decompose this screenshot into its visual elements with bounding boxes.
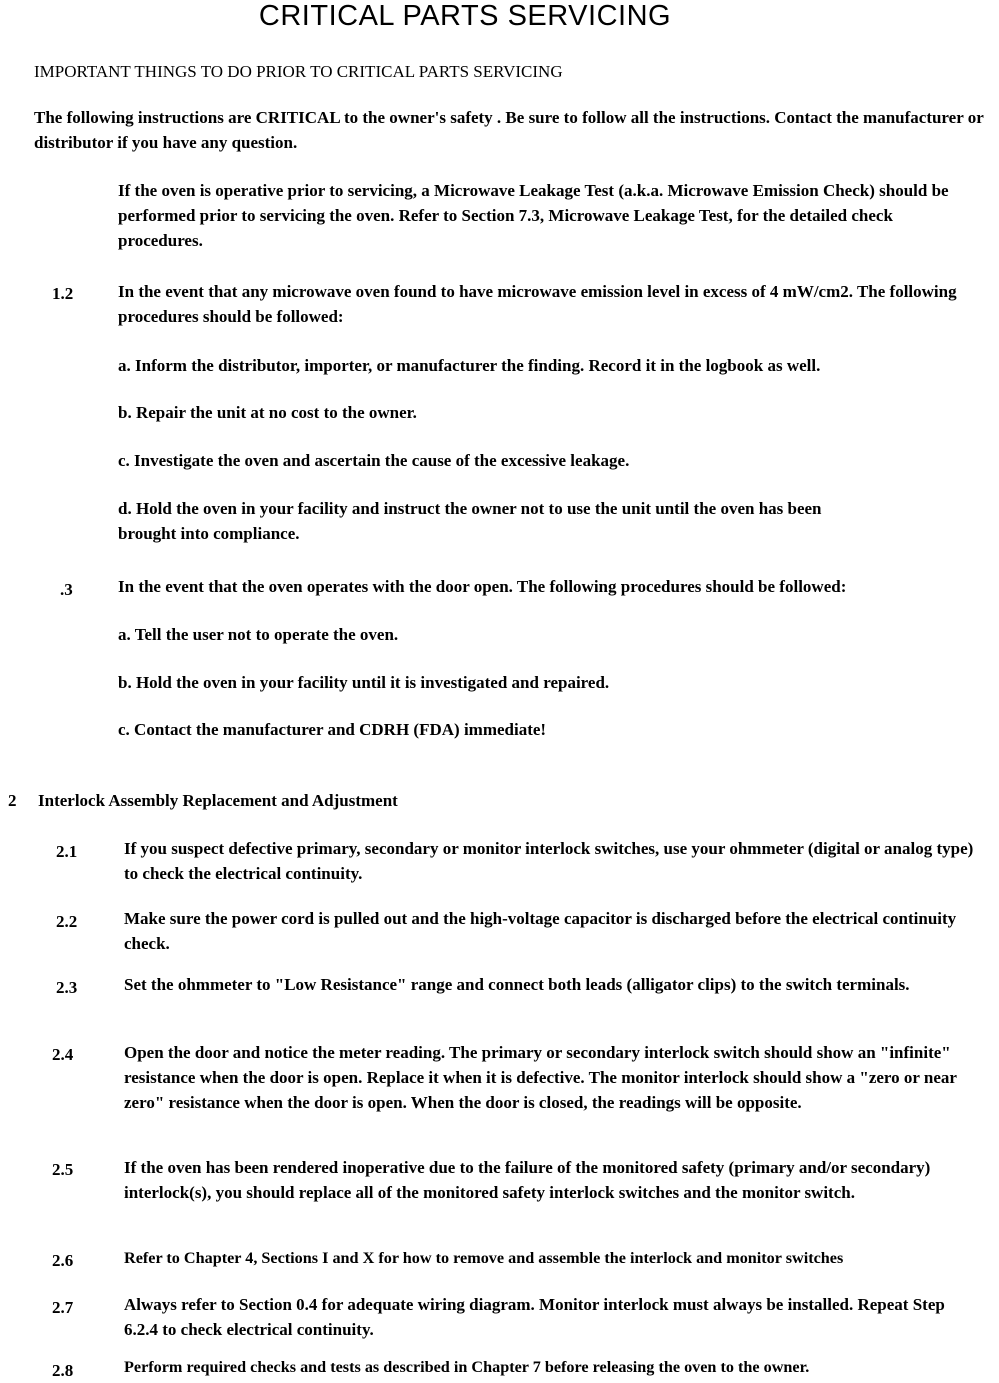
step-number: 2.6 — [52, 1251, 74, 1270]
intro-paragraph: The following instructions are CRITICAL to the owner's safety . Be sure to follow all the instructions. Contact the manufacturer or distributor if you have any question. — [34, 108, 984, 152]
list-item: c. Contact the manufacturer and CDRH (FDA) immediate! — [118, 720, 547, 739]
list-item: a. Tell the user not to operate the oven. — [118, 625, 399, 644]
list-item: b. Hold the oven in your facility until it is investigated and repaired. — [118, 673, 610, 692]
step-text: If the oven has been rendered inoperative due to the failure of the monitored safety (primary and/or secondary) interlock(s), you should replace all of the monitored safety interlock switches and the monitor switch. — [124, 1158, 931, 1202]
section-1-3-text: In the event that the oven operates with the door open. The following procedures should be followed: — [118, 577, 847, 596]
step-text: Perform required checks and tests as described in Chapter 7 before releasing the oven to the owner. — [124, 1358, 810, 1376]
step-number: 2.8 — [52, 1361, 74, 1380]
paragraph-1-1: If the oven is operative prior to servicing, a Microwave Leakage Test (a.k.a. Microwave Emission Check) should be performed prior to servicing the oven. Refer to Section 7.3, Microwave Leakage Test, for the detailed check procedures. — [118, 181, 949, 250]
section-number-1-2: 1.2 — [52, 284, 74, 303]
step-number: 2.7 — [52, 1298, 74, 1317]
step-number: 2.1 — [56, 842, 78, 861]
list-item: c. Investigate the oven and ascertain the cause of the excessive leakage. — [118, 451, 630, 470]
step-number: 2.2 — [56, 912, 78, 931]
step-number: 2.5 — [52, 1160, 74, 1179]
step-number: 2.4 — [52, 1045, 74, 1064]
section-number-1-3: .3 — [60, 580, 73, 599]
step-text: Refer to Chapter 4, Sections I and X for how to remove and assemble the interlock and monitor switches — [124, 1249, 844, 1267]
list-item: a. Inform the distributor, importer, or manufacturer the finding. Record it in the logbook as well. — [118, 356, 821, 375]
list-item: b. Repair the unit at no cost to the owner. — [118, 403, 417, 422]
step-text: Set the ohmmeter to "Low Resistance" range and connect both leads (alligator clips) to the switch terminals. — [124, 975, 910, 994]
step-text: If you suspect defective primary, secondary or monitor interlock switches, use your ohmmeter (digital or analog type) to check the electrical continuity. — [124, 839, 974, 883]
section-number-2: 2 — [8, 791, 17, 810]
step-number: 2.3 — [56, 978, 78, 997]
step-text: Open the door and notice the meter reading. The primary or secondary interlock switch should show an "infinite" resistance when the door is open. Replace it when it is defective. The monitor interlock should show a "zero or near zero" resistance when the door is open. When the door is closed, the readings will be opposite. — [124, 1043, 957, 1112]
section-1-2-text: In the event that any microwave oven found to have microwave emission level in excess of 4 mW/cm2. The following procedures should be followed: — [118, 282, 957, 326]
step-text: Make sure the power cord is pulled out and the high-voltage capacitor is discharged before the electrical continuity check. — [124, 909, 957, 953]
step-text: Always refer to Section 0.4 for adequate wiring diagram. Monitor interlock must always be installed. Repeat Step 6.2.4 to check electrical continuity. — [124, 1295, 945, 1339]
list-item: d. Hold the oven in your facility and instruct the owner not to use the unit until the oven has been brought into compliance. — [118, 499, 822, 543]
subheading: IMPORTANT THINGS TO DO PRIOR TO CRITICAL PARTS SERVICING — [34, 62, 563, 81]
page-title: CRITICAL PARTS SERVICING — [258, 0, 672, 32]
section-2-heading: Interlock Assembly Replacement and Adjustment — [38, 791, 398, 810]
